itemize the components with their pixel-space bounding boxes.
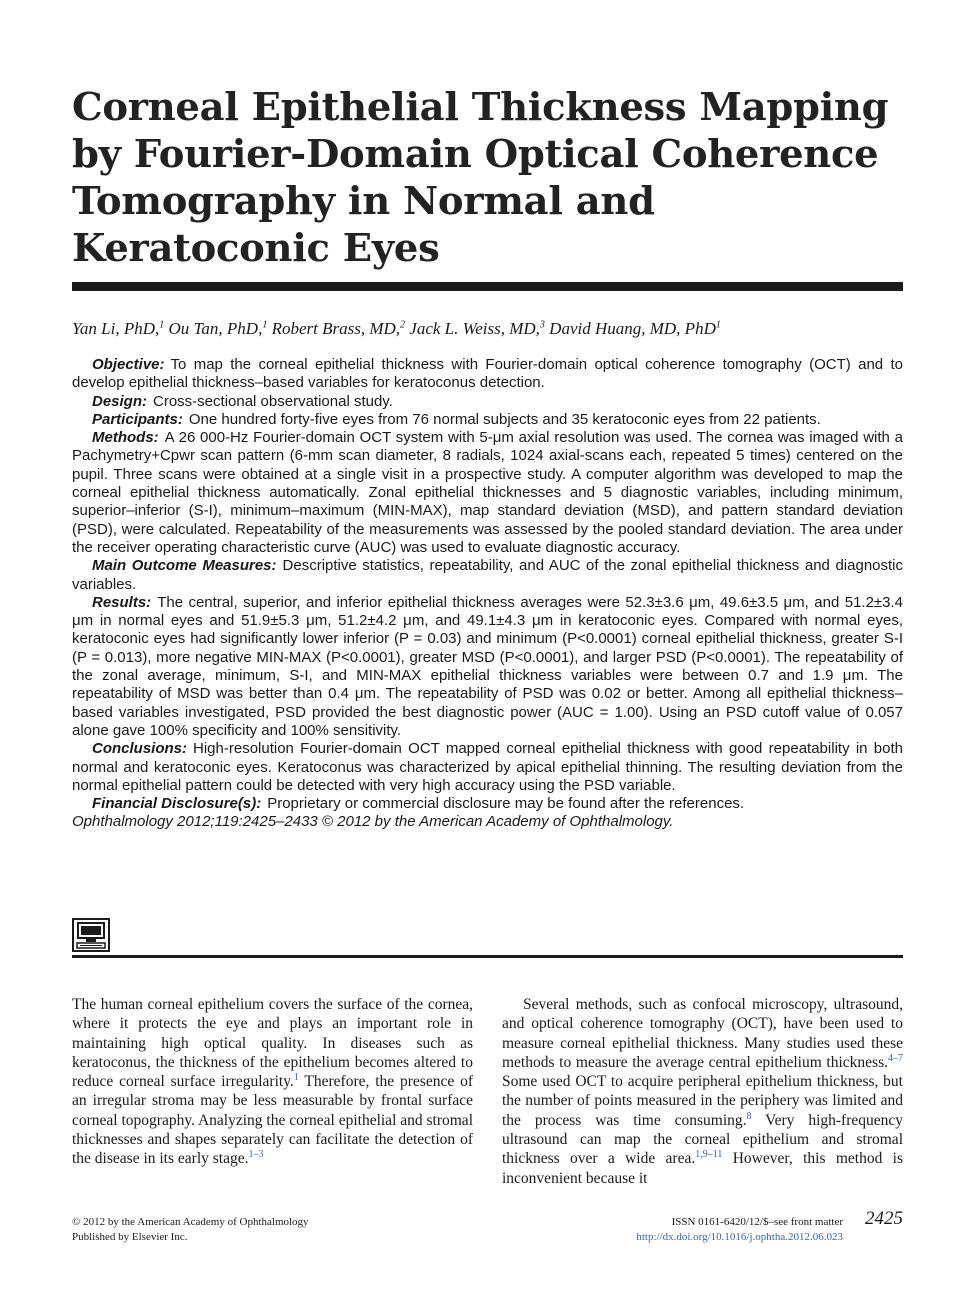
copyright-line: © 2012 by the American Academy of Ophthalmology — [72, 1216, 309, 1228]
abstract-financial-disclosure: Financial Disclosure(s): Proprietary or commercial disclosure may be found after the references. Ophthalmology 2012;119:2425–2433 © 2012 by the American Academy of Ophthalmology. — [72, 795, 903, 832]
author: Yan Li, PhD,$^1$ — [72, 318, 165, 338]
title-rule — [72, 282, 903, 291]
author-list — [72, 313, 903, 341]
intro-paragraph: The human corneal epithelium covers the surface of the cornea, where it protects the eye and plays an important role in maintaining high optical quality. In diseases such as keratoconus, the thickness of the epithelium becomes altered to reduce corneal surface irregularity.$^1$ Therefore, the presence of an irregular stroma may be less measurable by frontal surface corneal topography. Analyzing the corneal epithelial and stromal thicknesses and shapes separately can facilitate the detection of the disease in its early stage.$^{1-3}$ — [72, 996, 473, 1168]
footer-copyright — [72, 1215, 492, 1245]
body-column-right — [502, 995, 903, 1188]
abstract-design: Design: Cross-sectional observational study. — [92, 392, 393, 410]
reference-link[interactable]: 1–3 — [248, 1149, 264, 1161]
body-column-left — [72, 995, 473, 1169]
page-number: 2425 — [865, 1208, 903, 1229]
abstract-participants: Participants: One hundred forty-five eyes from 76 normal subjects and 35 keratoconic eyes from 22 patients. — [92, 410, 821, 428]
abstract-results: Results: The central, superior, and inferior epithelial thickness averages were 52.3±3.6 μm, 49.6±3.5 μm, and 51.2±3.4 μm in normal eyes and 51.9±5.3 μm, 51.2±4.2 μm, and 49.1±4.3 μm in keratoconic eyes. Compared with normal eyes, keratoconic eyes had significantly lower inferior (P = 0.03) and minimum (P<0.0001) corneal epithelial thickness, greater S-I (P = 0.013), more negative MIN-MAX (P<0.0001), greater MSD (P<0.0001), and larger PSD (P<0.0001). The repeatability of the zonal average, minimum, S-I, and MIN-MAX epithelial thickness variables were between 0.7 and 1.9 μm. The repeatability of MSD was better than 0.4 μm. The repeatability of PSD was 0.02 or better. Among all epithelial thickness–based variables investigated, PSD provided the best diagnostic power (AUC = 1.00). Using an PSD cutoff value of 0.057 alone gave 100% specificity and 100% sensitivity. — [72, 593, 903, 739]
publisher-line: Published by Elsevier Inc. — [72, 1231, 188, 1243]
reference-link[interactable]: 4–7 — [888, 1052, 903, 1064]
reference-link[interactable]: 1 — [293, 1072, 299, 1084]
author: Jack L. Weiss, MD,$^3$ — [409, 318, 545, 338]
abstract-objective: Objective: To map the corneal epithelial thickness with Fourier-domain optical coherence tomography (OCT) and to develop epithelial thickness–based variables for keratoconus detection. — [72, 356, 903, 392]
methods-review-paragraph: Several methods, such as confocal microscopy, ultrasound, and optical coherence tomography (OCT), have been used to measure corneal epithelial thickness. Many studies used these methods to measure the average central epithelium thickness.$^{4-7}$ Some used OCT to acquire peripheral epithelium thickness, but the number of points measured in the periphery was limited and the process was time consuming.$^8$ Very high-frequency ultrasound can map the corneal epithelium and stromal thickness over a wide area.$^{1,9-11}$ However, this method is inconvenient because it — [502, 996, 903, 1187]
reference-link[interactable]: 1,9–11 — [695, 1149, 723, 1161]
author: Robert Brass, MD,$^2$ — [271, 318, 406, 338]
author: Ou Tan, PhD,$^1$ — [168, 318, 268, 338]
journal-citation: Ophthalmology 2012;119:2425–2433 © 2012 by the American Academy of Ophthalmology. — [72, 813, 674, 831]
abstract — [72, 356, 903, 832]
article-page — [72, 0, 903, 1305]
issn-line: ISSN 0161-6420/12/$–see front matter — [671, 1216, 843, 1228]
abstract-conclusions: Conclusions: High-resolution Fourier-domain OCT mapped corneal epithelial thickness with good repeatability in both normal and keratoconic eyes. Keratoconus was characterized by apical epithelial thinning. The resulting deviation from the normal epithelial pattern could be detected with very high accuracy using the PSD variable. — [72, 740, 903, 794]
article-title: Corneal Epithelial Thickness Mapping by Fourier-Domain Optical Coherence Tomography in Normal and Keratoconic Eyes — [72, 85, 889, 271]
author: David Huang, MD, PhD$^1$ — [549, 318, 721, 338]
abstract-rule — [72, 955, 903, 958]
abstract-methods: Methods: A 26 000-Hz Fourier-domain OCT system with 5-μm axial resolution was used. The cornea was imaged with a Pachymetry+Cpwr scan pattern (6-mm scan diameter, 8 radials, 1024 axial-scans each, repeated 5 times) centered on the pupil. Three scans were obtained at a single visit in a prospective study. A computer algorithm was developed to map the corneal epithelial thickness automatically. Zonal epithelial thicknesses and 5 diagnostic variables, including minimum, superior–inferior (S-I), minimum–maximum (MIN-MAX), map standard deviation (MSD), and pattern standard deviation (PSD), were calculated. Repeatability of the measurements was assessed by the pooled standard deviation. The area under the receiver operating characteristic curve (AUC) was used to evaluate diagnostic accuracy. — [72, 429, 903, 556]
reference-link[interactable]: 8 — [746, 1110, 752, 1122]
doi-link[interactable]: http://dx.doi.org/10.1016/j.ophtha.2012.06.023 — [636, 1231, 843, 1243]
computer-monitor-icon — [72, 918, 110, 952]
footer-identifiers — [532, 1215, 843, 1245]
abstract-outcome-measures: Main Outcome Measures: Descriptive statistics, repeatability, and AUC of the zonal epithelial thickness and diagnostic variables. — [72, 557, 903, 593]
